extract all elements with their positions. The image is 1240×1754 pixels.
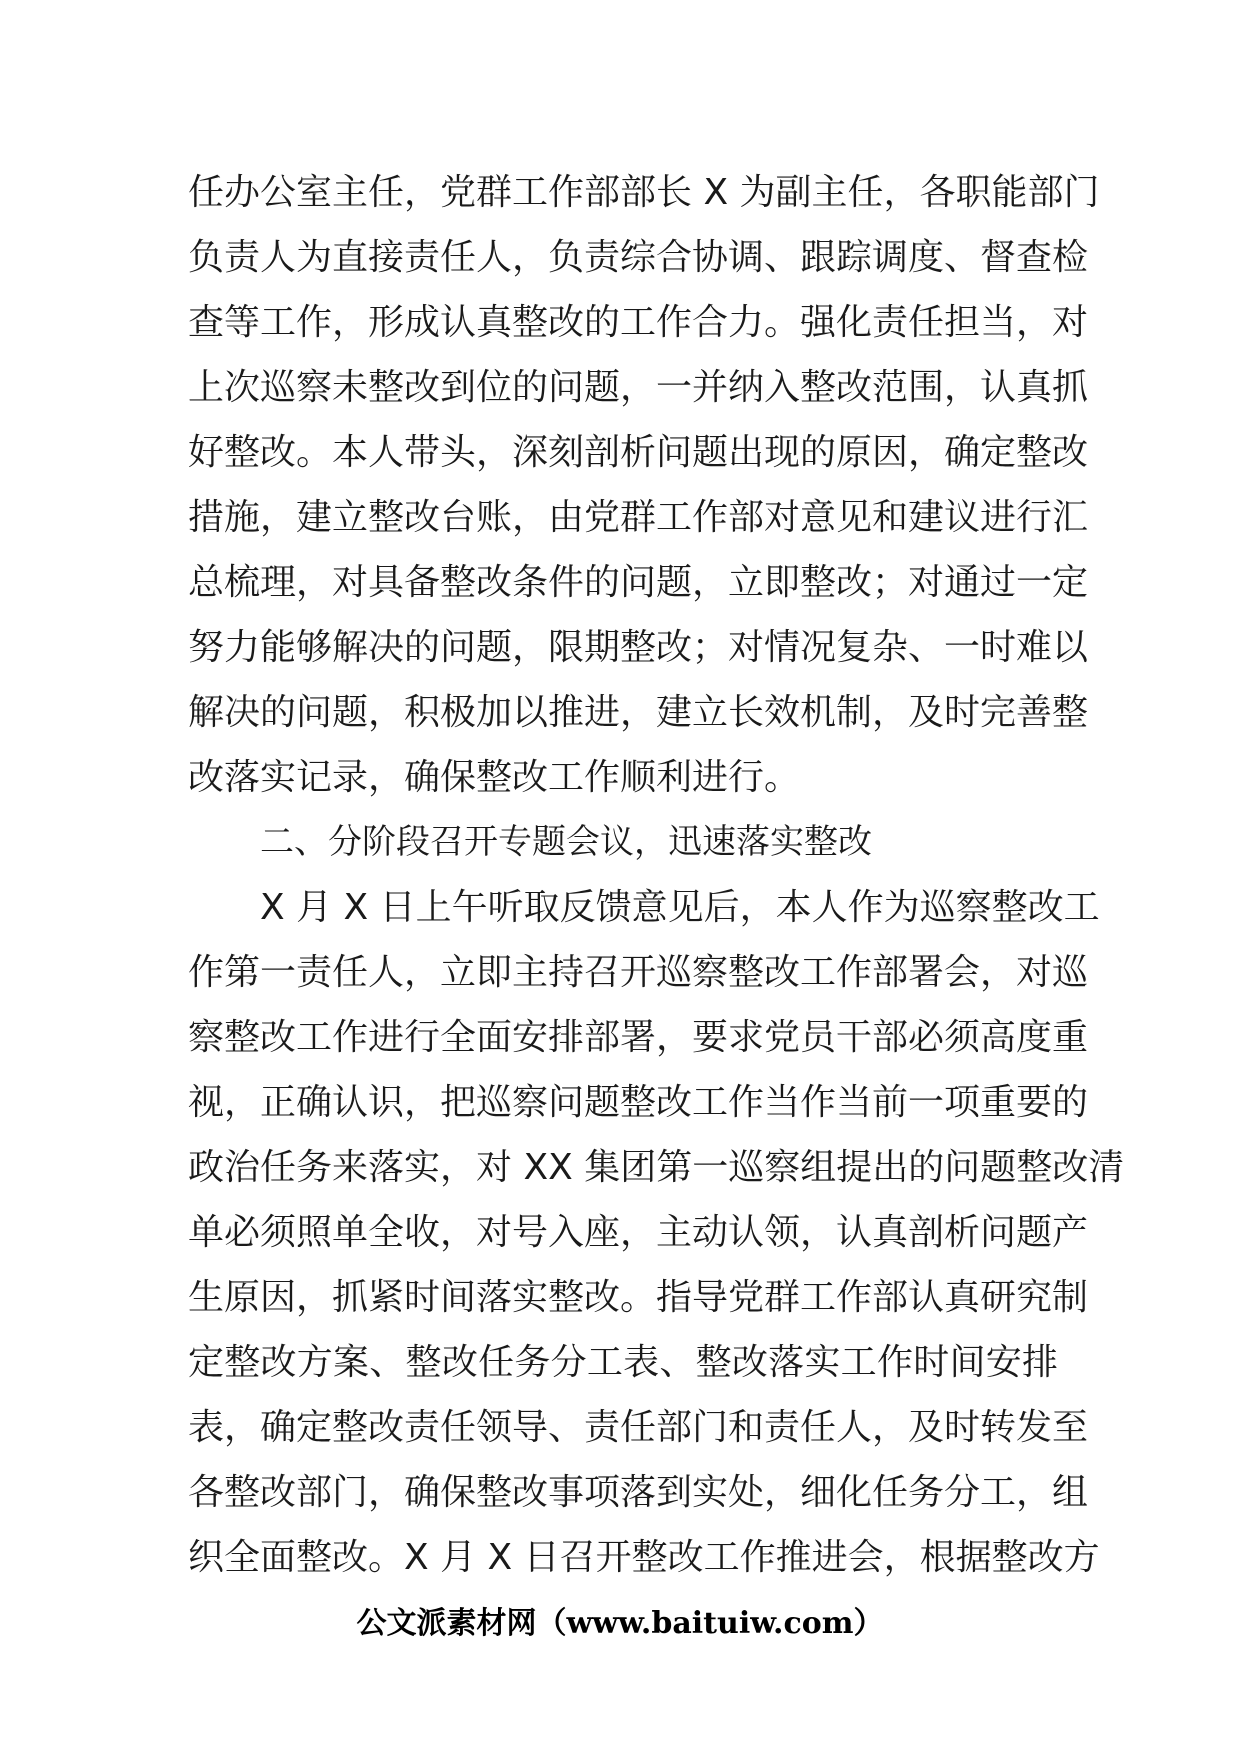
text-line: 查等工作，形成认真整改的工作合力。强化责任担当，对 [188, 302, 1089, 343]
text-line: 定整改方案、整改任务分工表、整改落实工作时间安排 [188, 1342, 1058, 1383]
text-line: 解决的问题，积极加以推进，建立长效机制，及时完善整 [188, 692, 1089, 733]
text-line: 作第一责任人，立即主持召开巡察整改工作部署会，对巡 [188, 952, 1089, 993]
text-line: 织全面整改。X 月 X 日召开整改工作推进会，根据整改方 [188, 1537, 1100, 1578]
text-line: 视，正确认识，把巡察问题整改工作当作当前一项重要的 [188, 1082, 1089, 1123]
text-line: 察整改工作进行全面安排部署，要求党员干部必须高度重 [188, 1017, 1089, 1058]
text-line: 上次巡察未整改到位的问题，一并纳入整改范围，认真抓 [188, 367, 1089, 408]
text-line: 表，确定整改责任领导、责任部门和责任人，及时转发至 [188, 1407, 1089, 1448]
text-line: 改落实记录，确保整改工作顺利进行。 [188, 757, 801, 798]
text-line: 任办公室主任，党群工作部部长 X 为副主任，各职能部门 [188, 172, 1100, 213]
text-line: 总梳理，对具备整改条件的问题，立即整改；对通过一定 [188, 562, 1089, 603]
text-line: 负责人为直接责任人，负责综合协调、跟踪调度、督查检 [188, 237, 1089, 278]
text-line: 努力能够解决的问题，限期整改；对情况复杂、一时难以 [188, 627, 1089, 668]
document-body [188, 160, 1125, 1590]
text-line: 单必须照单全收，对号入座，主动认领，认真剖析问题产 [188, 1212, 1089, 1253]
text-line: 各整改部门，确保整改事项落到实处，细化任务分工，组 [188, 1472, 1089, 1513]
section-heading: 二、分阶段召开专题会议，迅速落实整改 [260, 822, 872, 862]
text-line: X 月 X 日上午听取反馈意见后，本人作为巡察整改工 [260, 887, 1100, 928]
footer-watermark: 公文派素材网（www.baituiw.com） [356, 1606, 884, 1641]
text-line: 生原因，抓紧时间落实整改。指导党群工作部认真研究制 [188, 1277, 1089, 1318]
text-line: 政治任务来落实，对 XX 集团第一巡察组提出的问题整改清 [188, 1147, 1125, 1188]
text-line: 措施，建立整改台账，由党群工作部对意见和建议进行汇 [188, 497, 1089, 538]
text-line: 好整改。本人带头，深刻剖析问题出现的原因，确定整改 [188, 432, 1089, 473]
